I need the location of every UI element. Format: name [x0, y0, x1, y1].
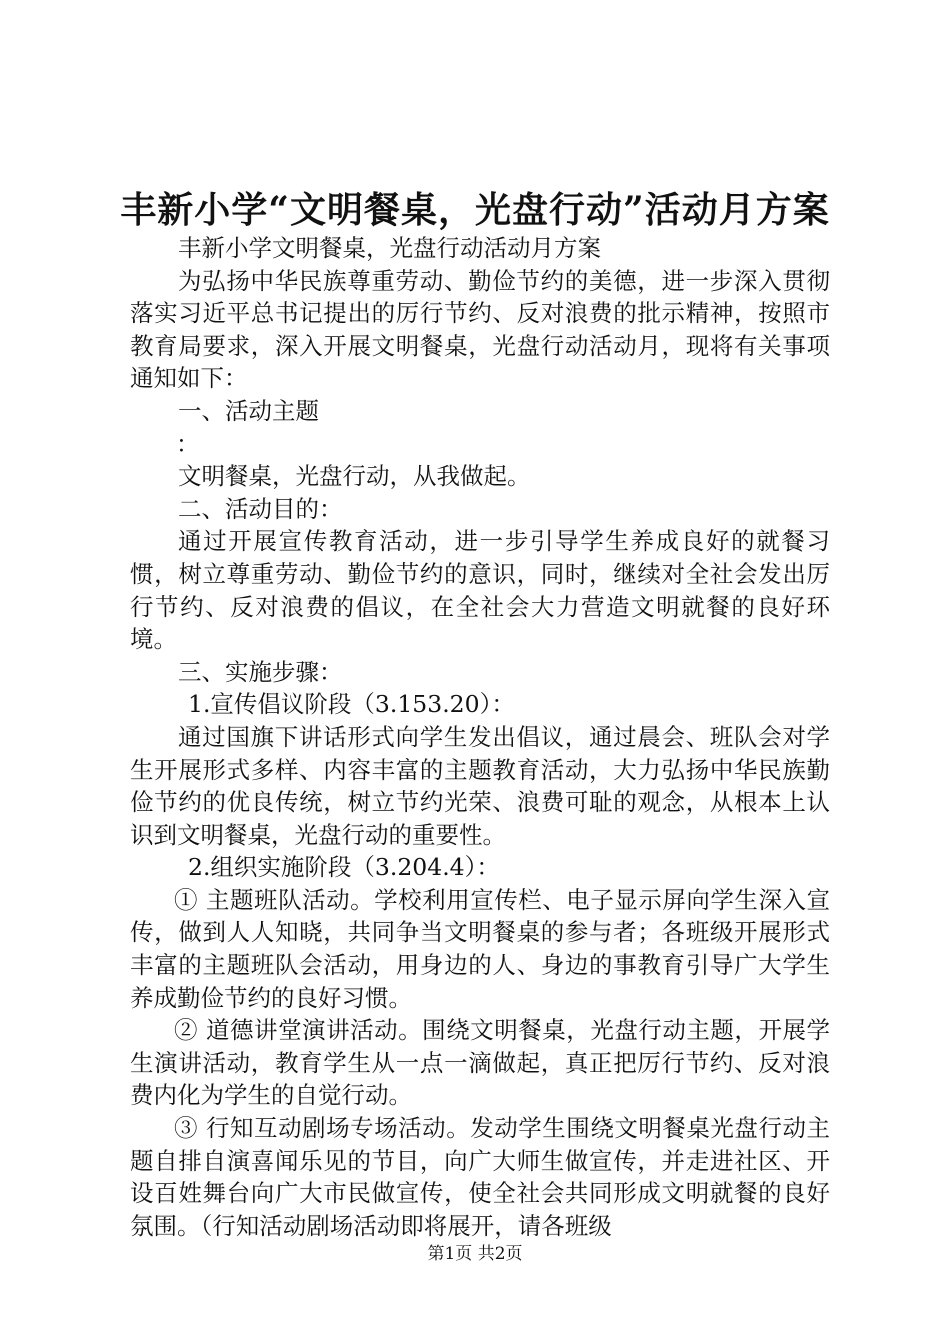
section1-heading: 一、活动主题 — [178, 396, 319, 425]
document-body — [130, 232, 830, 1242]
step2-heading: 2.组织实施阶段（3.204.4）： — [188, 853, 500, 882]
item2-paragraph: ② 道德讲堂演讲活动。围绕文明餐桌，光盘行动主题，开展学生演讲活动，教育学生从一点一滴做起，真正把厉行节约、反对浪费内化为学生的自觉行动。 — [130, 1016, 830, 1110]
subtitle-paragraph: 丰新小学文明餐桌，光盘行动活动月方案 — [178, 234, 601, 262]
section2-body: 通过开展宣传教育活动，进一步引导学生养成良好的就餐习惯，树立尊重劳动、勤俭节约的意识，同时，继续对全社会发出厉行节约、反对浪费的倡议，在全社会大力营造文明就餐的良好环境。 — [130, 527, 830, 654]
section3-heading: 三、实施步骤： — [178, 657, 343, 686]
step1-heading: 1.宣传倡议阶段（3.153.20）： — [188, 690, 515, 719]
intro-paragraph: 为弘扬中华民族尊重劳动、勤俭节约的美德，进一步深入贯彻落实习近平总书记提出的厉行节约、反对浪费的批示精神，按照市教育局要求，深入开展文明餐桌，光盘行动活动月，现将有关事项通知如下： — [130, 266, 830, 393]
item3-paragraph: ③ 行知互动剧场专场活动。发动学生围绕文明餐桌光盘行动主题自排自演喜闻乐见的节目，向广大师生做宣传，并走进社区、开设百姓舞台向广大市民做宣传，使全社会共同形成文明就餐的良好氛围。（行知活动剧场活动即将展开，请各班级 — [130, 1114, 830, 1240]
section1-body: 文明餐桌，光盘行动，从我做起。 — [178, 462, 531, 491]
document-title: 丰新小学“文明餐桌，光盘行动”活动月方案 — [120, 189, 830, 231]
page-footer: 第1页 共2页 — [427, 1244, 523, 1264]
step1-body: 通过国旗下讲话形式向学生发出倡议，通过晨会、班队会对学生开展形式多样、内容丰富的主题教育活动，大力弘扬中华民族勤俭节约的优良传统，树立节约光荣、浪费可耻的观念，从根本上认识到文明餐桌，光盘行动的重要性。 — [130, 722, 830, 849]
item1-paragraph: ① 主题班队活动。学校利用宣传栏、电子显示屏向学生深入宣传，做到人人知晓，共同争当文明餐桌的参与者；各班级开展形式丰富的主题班队会活动，用身边的人、身边的事教育引导广大学生养成勤俭节约的良好习惯。 — [130, 885, 830, 1012]
section1-colon: ： — [176, 429, 200, 458]
section2-heading: 二、活动目的： — [178, 494, 343, 523]
